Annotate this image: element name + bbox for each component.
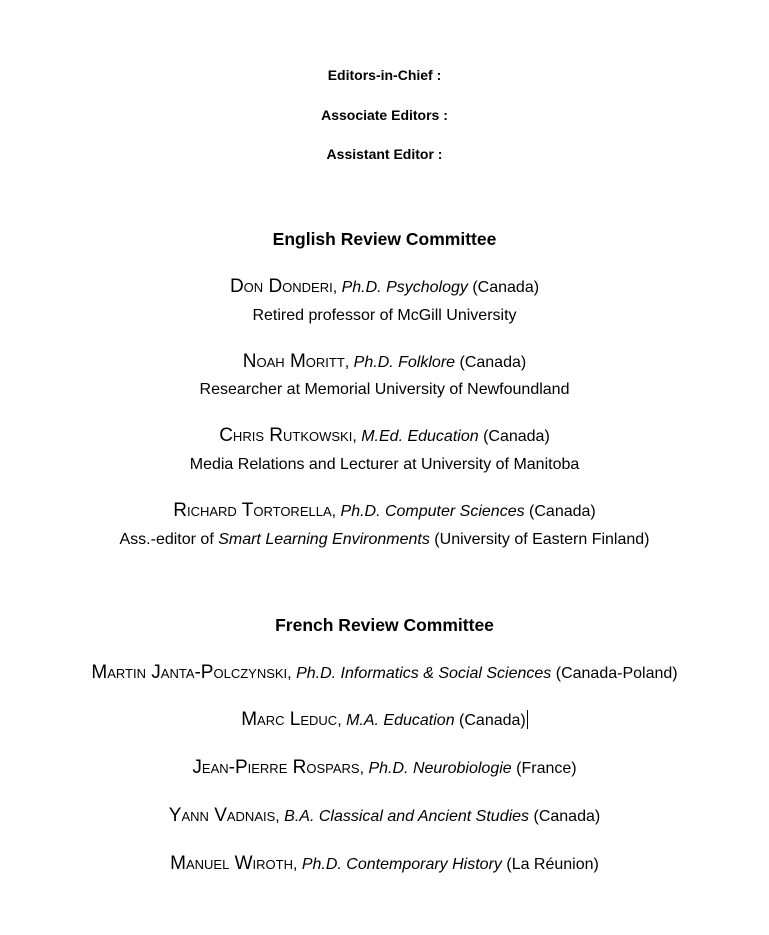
english-committee-heading: English Review Committee	[272, 229, 497, 249]
member-name: Martin Janta-Polczynski	[91, 662, 288, 683]
member-affiliation: Researcher at Memorial University of Newfoundland	[199, 381, 570, 398]
member-name: Yann Vadnais	[168, 805, 276, 826]
affiliation-suffix: (University of Eastern Finland)	[429, 531, 650, 548]
member-country: (Canada)	[483, 428, 550, 445]
member-degree: Ph.D. Neurobiologie	[368, 760, 512, 777]
member-country: (La Réunion)	[506, 856, 599, 873]
member-country: (Canada)	[459, 354, 527, 371]
member-degree: M.Ed. Education	[361, 428, 479, 445]
member-country: (Canada)	[472, 279, 540, 296]
member-name: Chris Rutkowski	[219, 425, 353, 446]
member-degree: Ph.D. Contemporary History	[301, 856, 502, 873]
member-entry: Marc Leduc, M.A. Education (Canada)	[241, 709, 526, 730]
member-entry: Martin Janta-Polczynski, Ph.D. Informatics & Social Sciences (Canada-Poland)	[91, 662, 678, 683]
member-name: Jean-Pierre Rospars	[192, 757, 360, 778]
member-affiliation: Retired professor of McGill University	[252, 307, 517, 324]
member-entry: Richard Tortorella, Ph.D. Computer Sciences (Canada)	[173, 500, 596, 521]
french-committee-heading: French Review Committee	[275, 615, 494, 635]
member-country: (Canada)	[529, 503, 596, 520]
member-affiliation: Media Relations and Lecturer at University of Manitoba	[189, 456, 580, 473]
member-degree: Ph.D. Folklore	[353, 354, 456, 371]
member-degree: Ph.D. Psychology	[341, 279, 468, 296]
affiliation-prefix: Ass.-editor of	[119, 531, 219, 548]
editors-in-chief-label: Editors-in-Chief :	[327, 67, 442, 83]
member-name: Richard Tortorella	[173, 500, 332, 521]
affiliation-journal: Smart Learning Environments	[218, 531, 430, 548]
member-affiliation	[0, 532, 769, 548]
assistant-editor-label: Assistant Editor :	[326, 146, 443, 162]
member-country: (France)	[516, 760, 577, 777]
member-entry: Manuel Wiroth, Ph.D. Contemporary History (La Réunion)	[170, 853, 599, 874]
member-entry: Noah Moritt, Ph.D. Folklore (Canada)	[242, 351, 527, 372]
member-name: Don Donderi	[229, 276, 333, 297]
member-name: Manuel Wiroth	[170, 853, 293, 874]
member-country: (Canada)	[533, 808, 601, 825]
member-entry: Jean-Pierre Rospars, Ph.D. Neurobiologie (France)	[192, 757, 577, 778]
text-cursor	[527, 710, 528, 729]
member-degree: Ph.D. Informatics & Social Sciences	[296, 665, 552, 682]
member-country: (Canada-Poland)	[555, 665, 678, 682]
member-name: Marc Leduc	[241, 709, 338, 730]
member-degree: Ph.D. Computer Sciences	[340, 503, 525, 520]
member-name: Noah Moritt	[242, 351, 345, 372]
member-entry: Yann Vadnais, B.A. Classical and Ancient Studies (Canada)	[168, 805, 601, 826]
member-degree: M.A. Education	[346, 712, 455, 729]
member-degree: B.A. Classical and Ancient Studies	[284, 808, 530, 825]
associate-editors-label: Associate Editors :	[321, 107, 448, 123]
member-entry: Chris Rutkowski, M.Ed. Education (Canada)	[219, 425, 550, 446]
member-entry: Don Donderi, Ph.D. Psychology (Canada)	[229, 276, 540, 297]
member-country: (Canada)	[459, 712, 526, 729]
